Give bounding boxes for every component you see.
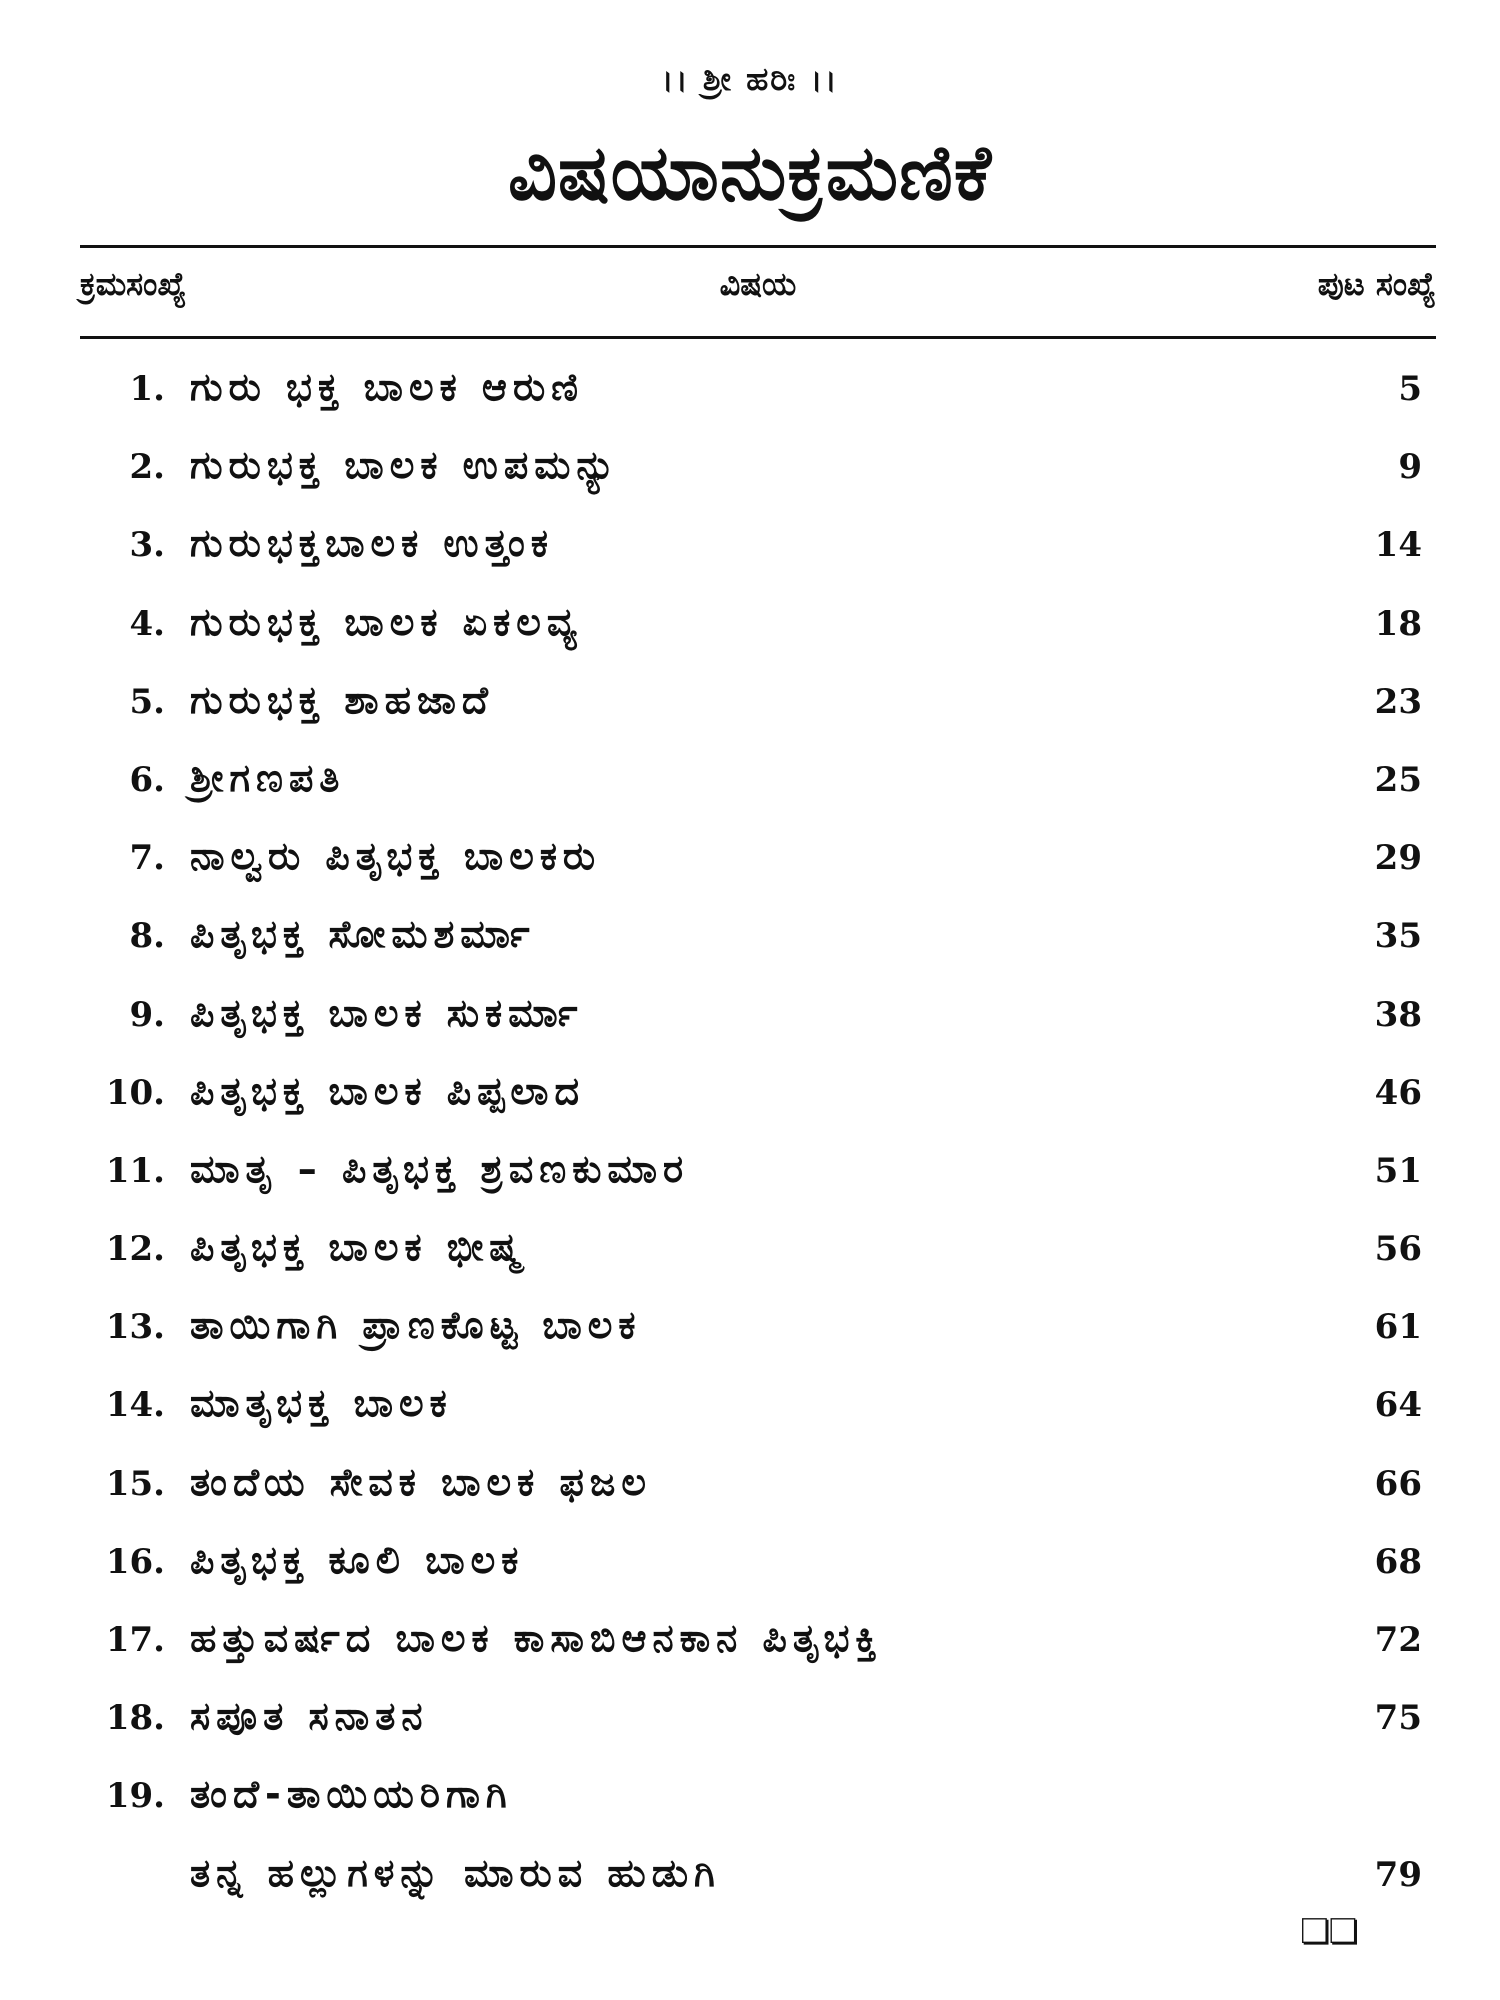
entry-title: ಗುರುಭಕ್ತ ಬಾಲಕ ಏಕಲವ್ಯ bbox=[190, 599, 583, 644]
list-item bbox=[0, 511, 1500, 589]
entry-title: ಶ್ರೀಗಣಪತಿ bbox=[190, 755, 346, 800]
list-item bbox=[0, 1684, 1500, 1762]
list-item bbox=[0, 433, 1500, 511]
entry-page: 66 bbox=[1374, 1463, 1422, 1504]
entry-page: 64 bbox=[1374, 1385, 1422, 1426]
entry-title: ಪಿತೃಭಕ್ತ ಕೂಲಿ ಬಾಲಕ bbox=[190, 1537, 525, 1582]
list-item bbox=[0, 1528, 1500, 1606]
entry-number: 18. bbox=[105, 1698, 165, 1739]
entry-number: 15. bbox=[105, 1463, 165, 1504]
list-item bbox=[0, 1137, 1500, 1215]
entry-number: 16. bbox=[105, 1541, 165, 1582]
entry-title: ತನ್ನ ಹಲ್ಲುಗಳನ್ನು ಮಾರುವ ಹುಡುಗಿ bbox=[190, 1850, 721, 1895]
list-item bbox=[0, 1293, 1500, 1371]
contents-list bbox=[0, 355, 1500, 1919]
list-item bbox=[0, 1215, 1500, 1293]
entry-page: 9 bbox=[1398, 447, 1422, 488]
entry-number: 14. bbox=[105, 1385, 165, 1426]
invocation-heading: ।। ಶ್ರೀ ಹರಿಃ ।। bbox=[661, 60, 839, 98]
entry-number: 4. bbox=[129, 603, 165, 644]
entry-page: 18 bbox=[1374, 603, 1422, 644]
list-item bbox=[0, 1059, 1500, 1137]
entry-page: 51 bbox=[1374, 1150, 1422, 1191]
entry-page: 23 bbox=[1374, 681, 1422, 722]
entry-title: ಪಿತೃಭಕ್ತ ಬಾಲಕ ಸುಕರ್ಮಾ bbox=[190, 990, 584, 1035]
entry-number: 17. bbox=[105, 1620, 165, 1660]
entry-title: ಗುರು ಭಕ್ತ ಬಾಲಕ ಆರುಣಿ bbox=[190, 365, 585, 409]
list-item bbox=[0, 1371, 1500, 1449]
entry-page: 75 bbox=[1374, 1698, 1422, 1739]
entry-page: 56 bbox=[1374, 1229, 1422, 1270]
list-item bbox=[0, 668, 1500, 746]
entry-number: 19. bbox=[105, 1776, 165, 1817]
header-top-rule bbox=[80, 245, 1436, 248]
entry-title: ಮಾತೃಭಕ್ತ ಬಾಲಕ bbox=[190, 1381, 453, 1426]
entry-title: ಮಾತೃ – ಪಿತೃಭಕ್ತ ಶ್ರವಣಕುಮಾರ bbox=[190, 1146, 690, 1191]
entry-number: 12. bbox=[105, 1229, 165, 1270]
entry-number: 3. bbox=[129, 525, 165, 566]
list-item bbox=[0, 590, 1500, 668]
list-item bbox=[0, 824, 1500, 902]
table-header bbox=[80, 265, 1436, 325]
entry-number: 1. bbox=[129, 369, 165, 409]
header-subject: ವಿಷಯ bbox=[719, 265, 797, 303]
list-item bbox=[0, 355, 1500, 433]
entry-number: 9. bbox=[129, 994, 165, 1035]
entry-title: ತಾಯಿಗಾಗಿ ಪ್ರಾಣಕೊಟ್ಟ ಬಾಲಕ bbox=[190, 1303, 642, 1348]
entry-number: 6. bbox=[129, 759, 165, 800]
entry-title: ಗುರುಭಕ್ತ ಶಾಹಜಾದೆ bbox=[190, 677, 494, 722]
entry-number: 5. bbox=[129, 681, 165, 722]
entry-page: 14 bbox=[1374, 525, 1422, 566]
entry-number: 11. bbox=[105, 1150, 165, 1191]
list-item bbox=[0, 1450, 1500, 1528]
entry-page: 46 bbox=[1374, 1072, 1422, 1113]
entry-page: 61 bbox=[1374, 1307, 1422, 1348]
entry-title: ಪಿತೃಭಕ್ತ ಬಾಲಕ ಭೀಷ್ಮ bbox=[190, 1225, 527, 1270]
list-item bbox=[0, 1606, 1500, 1684]
page-title: ವಿಷಯಾನುಕ್ರಮಣಿಕೆ bbox=[507, 128, 993, 217]
entry-number: 10. bbox=[105, 1072, 165, 1113]
entry-title: ನಾಲ್ವರು ಪಿತೃಭಕ್ತ ಬಾಲಕರು bbox=[190, 834, 602, 879]
entry-page: 29 bbox=[1374, 838, 1422, 879]
list-item bbox=[0, 1762, 1500, 1840]
entry-title: ತಂದೆಯ ಸೇವಕ ಬಾಲಕ ಫಜಲ bbox=[190, 1459, 652, 1504]
entry-page: 72 bbox=[1374, 1620, 1422, 1660]
entry-page: 5 bbox=[1398, 369, 1422, 409]
list-item-continuation bbox=[0, 1841, 1500, 1919]
entry-title: ಗುರುಭಕ್ತ ಬಾಲಕ ಉಪಮನ್ಯು bbox=[190, 443, 621, 488]
entry-title: ಹತ್ತುವರ್ಷದ ಬಾಲಕ ಕಾಸಾಬಿಆನಕಾನ ಪಿತೃಭಕ್ತಿ bbox=[190, 1616, 883, 1660]
header-page-number: ಪುಟ ಸಂಖ್ಯೆ bbox=[1317, 265, 1436, 303]
entry-title: ಪಿತೃಭಕ್ತ ಸೋಮಶರ್ಮಾ bbox=[190, 912, 536, 957]
header-serial-number: ಕ್ರಮಸಂಖ್ಯೆ bbox=[80, 265, 187, 303]
entry-title: ಪಿತೃಭಕ್ತ ಬಾಲಕ ಪಿಪ್ಪಲಾದ bbox=[190, 1068, 586, 1113]
entry-page: 38 bbox=[1374, 994, 1422, 1035]
list-item bbox=[0, 746, 1500, 824]
entry-number: 7. bbox=[129, 838, 165, 879]
entry-title: ತಂದೆ-ತಾಯಿಯರಿಗಾಗಿ bbox=[190, 1772, 513, 1817]
entry-page: 35 bbox=[1374, 916, 1422, 957]
entry-number: 2. bbox=[129, 447, 165, 488]
list-item bbox=[0, 902, 1500, 980]
list-item bbox=[0, 981, 1500, 1059]
entry-page: 79 bbox=[1374, 1854, 1422, 1895]
entry-title: ಗುರುಭಕ್ತಬಾಲಕ ಉತ್ತಂಕ bbox=[190, 521, 554, 566]
entry-title: ಸಪೂತ ಸನಾತನ bbox=[190, 1694, 429, 1739]
entry-page: 68 bbox=[1374, 1541, 1422, 1582]
end-mark: ❏❏ bbox=[1300, 1912, 1357, 1952]
entry-number: 8. bbox=[129, 916, 165, 957]
entry-page: 25 bbox=[1374, 759, 1422, 800]
header-bottom-rule bbox=[80, 336, 1436, 339]
entry-number: 13. bbox=[105, 1307, 165, 1348]
